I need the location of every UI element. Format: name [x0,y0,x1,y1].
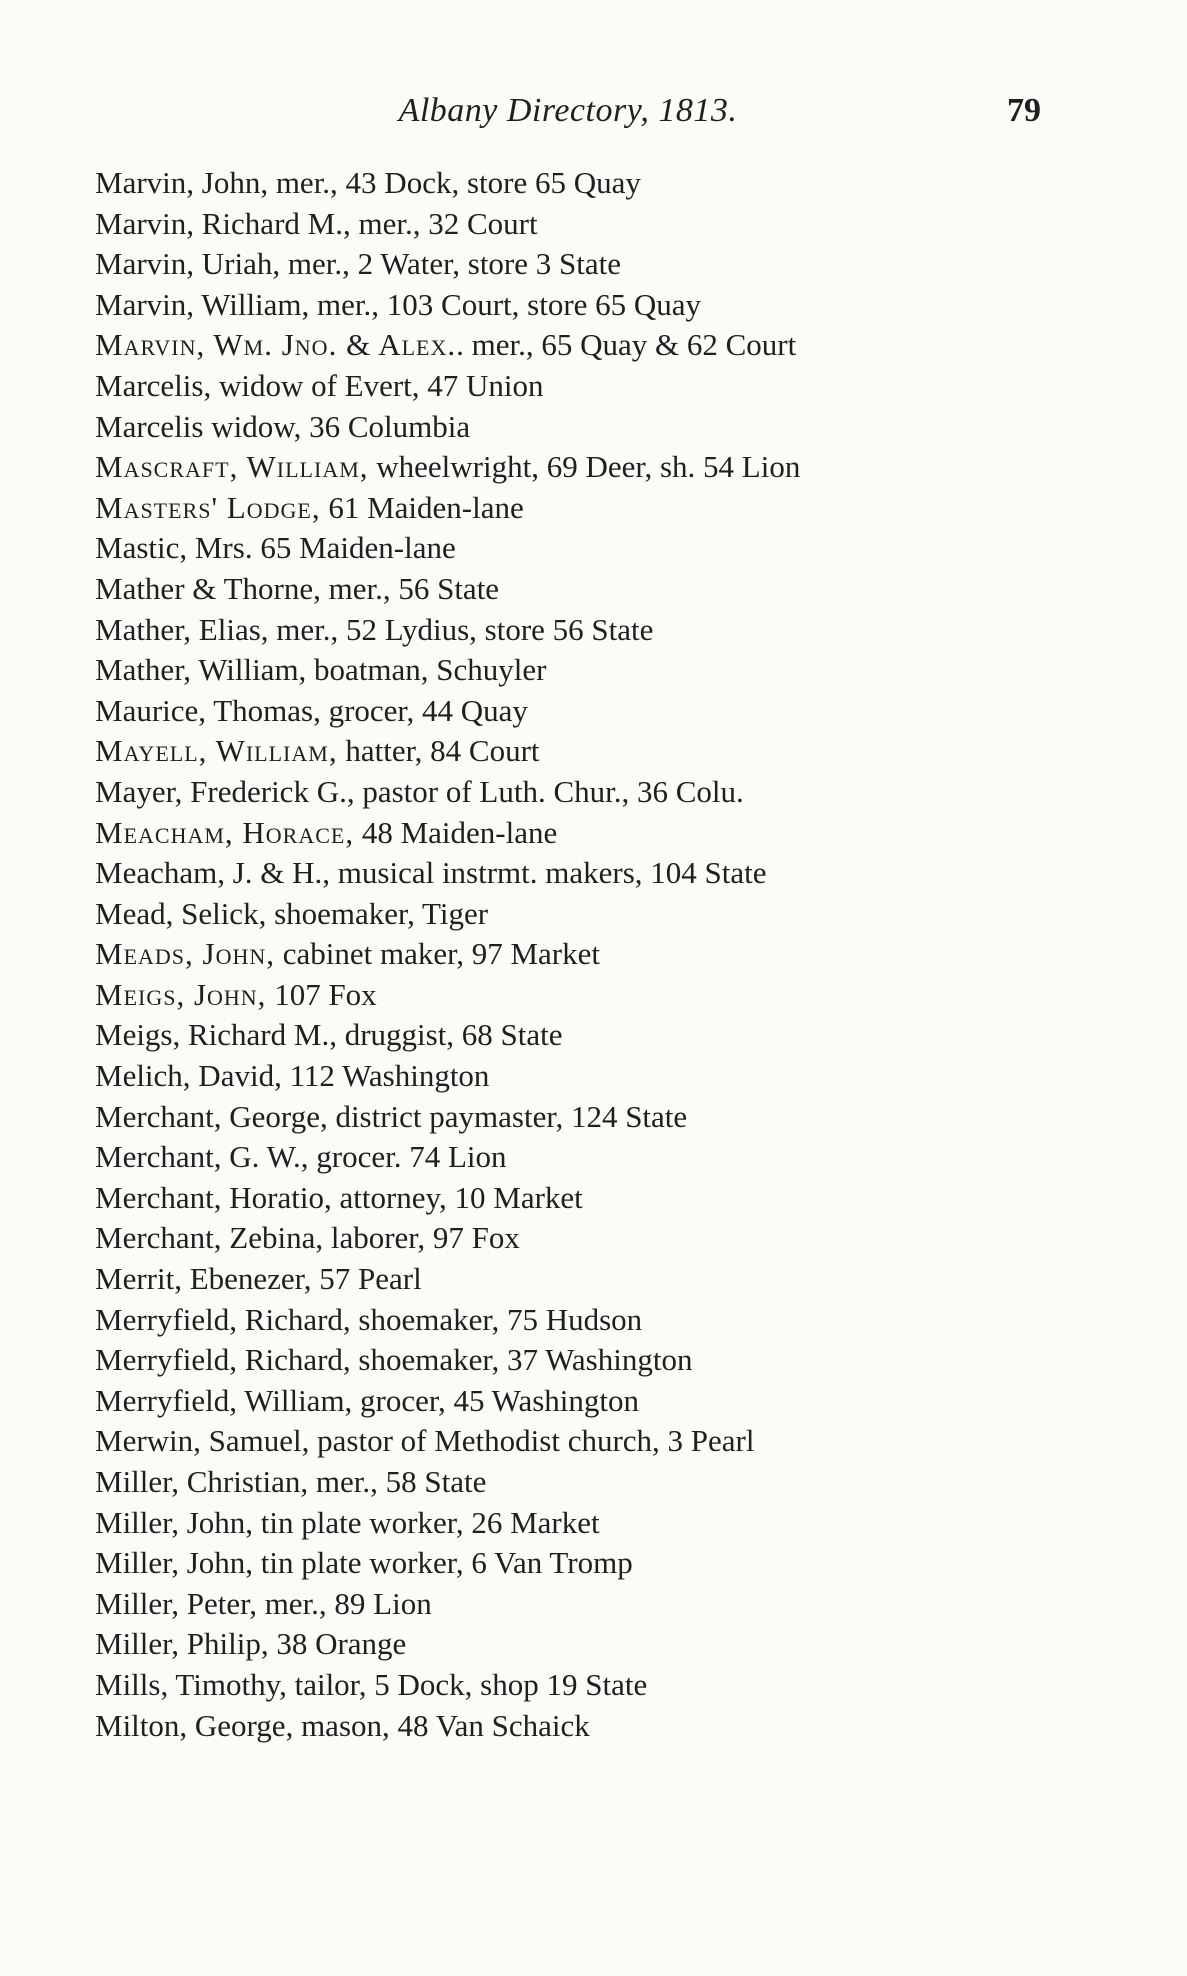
directory-entry [95,1137,1055,1178]
entry-text: Mead, Selick, shoemaker, Tiger [95,895,489,931]
entry-name-small-caps: Meads, John, [95,936,275,972]
directory-entry [95,1706,1055,1747]
directory-entry [95,1665,1055,1706]
entry-text: Merchant, G. W., grocer. 74 Lion [95,1139,507,1175]
entry-text: Miller, John, tin plate worker, 26 Market [95,1504,600,1540]
entry-text: Miller, John, tin plate worker, 6 Van Tromp [95,1545,633,1581]
directory-entry [95,853,1055,894]
directory-entry [95,975,1055,1016]
directory-entry [95,1421,1055,1462]
directory-entry [95,1300,1055,1341]
page-number: 79 [1007,92,1041,129]
entry-name-small-caps: Meacham, Horace, [95,814,355,850]
directory-entry [95,407,1055,448]
entry-text: Mills, Timothy, tailor, 5 Dock, shop 19 State [95,1666,648,1702]
directory-entry [95,1381,1055,1422]
entry-text: . mer., 65 Quay & 62 Court [456,327,797,363]
entry-text: Merryfield, William, grocer, 45 Washington [95,1382,639,1418]
entry-text: 61 Maiden-lane [320,489,524,525]
entry-text: Milton, George, mason, 48 Van Schaick [95,1707,590,1743]
directory-entry [95,1340,1055,1381]
directory-entry [95,488,1055,529]
directory-entry [95,163,1055,204]
directory-entry [95,1015,1055,1056]
entry-text: cabinet maker, 97 Market [275,936,600,972]
directory-entry [95,1584,1055,1625]
directory-entry [95,1543,1055,1584]
directory-entry [95,325,1055,366]
directory-entry [95,813,1055,854]
directory-entry [95,1462,1055,1503]
directory-entry [95,1259,1055,1300]
entry-text: Mather & Thorne, mer., 56 State [95,570,500,606]
entry-name-small-caps: Marvin, Wm. Jno. & Alex. [95,327,457,363]
entry-text: Merchant, George, district paymaster, 124 State [95,1098,688,1134]
directory-entry [95,528,1055,569]
entry-text: Merchant, Horatio, attorney, 10 Market [95,1179,583,1215]
entry-text: Marvin, Uriah, mer., 2 Water, store 3 State [95,246,622,282]
directory-entry [95,1056,1055,1097]
directory-entry [95,447,1055,488]
entry-text: wheelwright, 69 Deer, sh. 54 Lion [368,449,801,485]
directory-entry [95,1503,1055,1544]
entry-name-small-caps: Masters' Lodge, [95,489,321,525]
entry-text: Marvin, William, mer., 103 Court, store 65 Quay [95,286,702,322]
directory-entry [95,731,1055,772]
running-header [95,92,1041,142]
entry-text: Melich, David, 112 Washington [95,1058,490,1094]
entry-text: Marvin, Richard M., mer., 32 Court [95,205,538,241]
entry-text: Merrit, Ebenezer, 57 Pearl [95,1261,422,1297]
directory-entry [95,772,1055,813]
directory-entry [95,934,1055,975]
directory-entry [95,204,1055,245]
entry-text: Merryfield, Richard, shoemaker, 37 Washington [95,1342,693,1378]
entry-text: Mastic, Mrs. 65 Maiden-lane [95,530,456,566]
entry-text: hatter, 84 Court [337,733,540,769]
entry-name-small-caps: Mayell, William, [95,733,338,769]
entry-text: Mather, William, boatman, Schuyler [95,652,547,688]
entry-text: 48 Maiden-lane [354,814,558,850]
entry-text: Marcelis widow, 36 Columbia [95,408,471,444]
entry-text: Meigs, Richard M., druggist, 68 State [95,1017,563,1053]
entry-name-small-caps: Meigs, John, [95,976,267,1012]
directory-entry [95,894,1055,935]
entry-text: Miller, Philip, 38 Orange [95,1626,407,1662]
entry-text: Maurice, Thomas, grocer, 44 Quay [95,692,528,728]
entry-text: Mayer, Frederick G., pastor of Luth. Chur., 36 Colu. [95,773,744,809]
directory-entry [95,1178,1055,1219]
directory-entry [95,366,1055,407]
directory-entry [95,569,1055,610]
entry-text: 107 Fox [266,976,377,1012]
entry-name-small-caps: Mascraft, William, [95,449,369,485]
directory-entry [95,285,1055,326]
directory-entry [95,610,1055,651]
entry-text: Merchant, Zebina, laborer, 97 Fox [95,1220,520,1256]
entry-text: Meacham, J. & H., musical instrmt. makers, 104 State [95,855,767,891]
directory-entries [95,163,1055,1746]
entry-text: Marcelis, widow of Evert, 47 Union [95,367,544,403]
directory-entry [95,1097,1055,1138]
directory-entry [95,650,1055,691]
entry-text: Miller, Christian, mer., 58 State [95,1464,487,1499]
entry-text: Marvin, John, mer., 43 Dock, store 65 Quay [95,165,641,200]
directory-entry [95,691,1055,732]
entry-text: Merryfield, Richard, shoemaker, 75 Hudson [95,1301,643,1337]
directory-entry [95,1624,1055,1665]
entry-text: Miller, Peter, mer., 89 Lion [95,1585,432,1621]
entry-text: Merwin, Samuel, pastor of Methodist church, 3 Pearl [95,1423,755,1459]
directory-entry [95,1218,1055,1259]
entry-text: Mather, Elias, mer., 52 Lydius, store 56 State [95,611,654,647]
directory-entry [95,244,1055,285]
header-title: Albany Directory, 1813. [398,92,738,129]
